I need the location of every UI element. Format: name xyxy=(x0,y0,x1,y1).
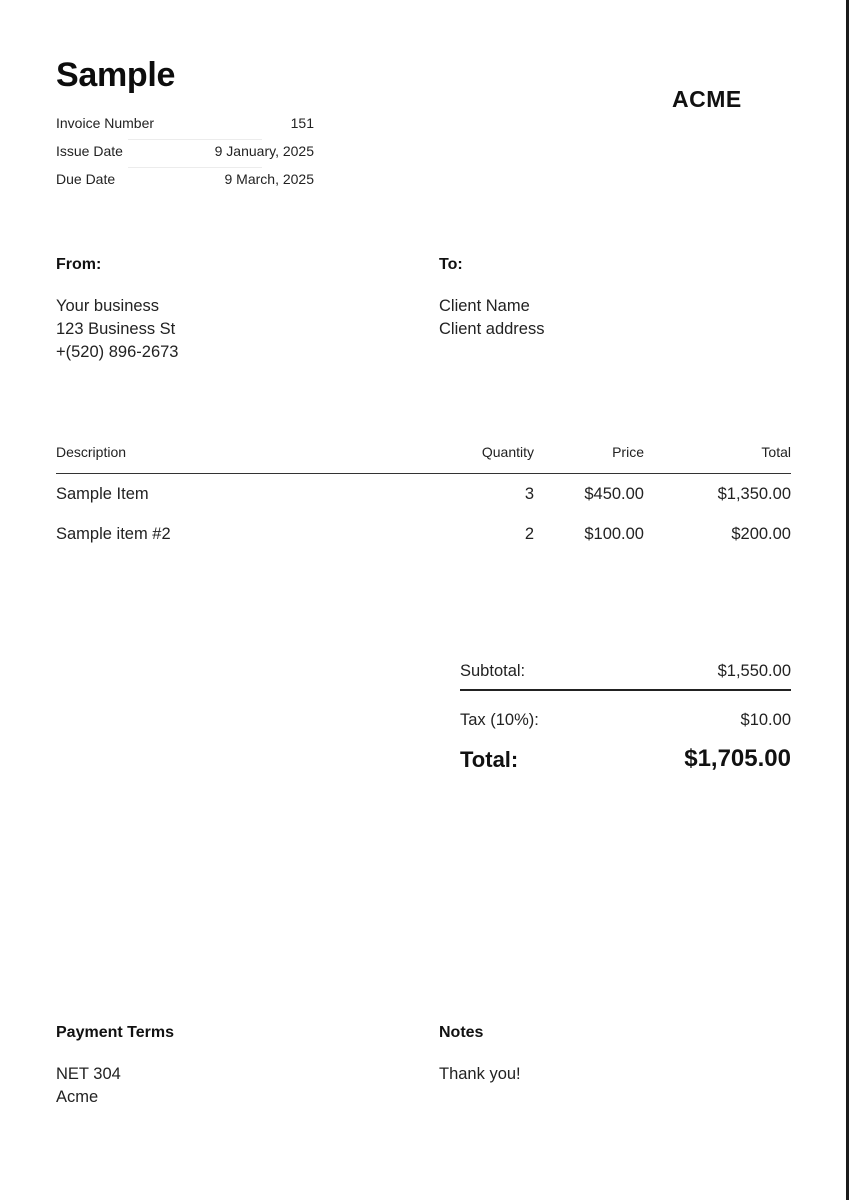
from-line: 123 Business St xyxy=(56,320,176,338)
table-row xyxy=(56,474,791,514)
header-total: Total xyxy=(761,444,791,460)
subtotal-row xyxy=(460,660,791,688)
meta-value: 9 March, 2025 xyxy=(224,171,314,187)
meta-value: 9 January, 2025 xyxy=(214,143,314,159)
payment-terms-line: Acme xyxy=(56,1088,99,1106)
meta-label: Due Date xyxy=(56,171,116,187)
from-line: Your business xyxy=(56,297,160,315)
notes-text xyxy=(439,1063,521,1086)
notes-heading: Notes xyxy=(439,1024,484,1041)
header-description: Description xyxy=(56,444,127,460)
grand-total-value: $1,705.00 xyxy=(684,744,791,772)
item-total: $200.00 xyxy=(731,525,791,543)
tax-value: $10.00 xyxy=(740,710,791,729)
to-address xyxy=(439,295,544,341)
header-price: Price xyxy=(612,444,644,460)
invoice-title: Sample xyxy=(56,56,176,94)
header-quantity: Quantity xyxy=(481,444,534,460)
to-heading: To: xyxy=(439,256,463,273)
payment-terms-heading: Payment Terms xyxy=(56,1024,174,1041)
item-price: $100.00 xyxy=(584,525,644,543)
totals-divider xyxy=(460,689,791,691)
company-logo: ACME xyxy=(672,86,742,112)
tax-row xyxy=(460,709,791,737)
item-description: Sample Item xyxy=(56,485,149,503)
subtotal-label: Subtotal: xyxy=(460,662,526,680)
item-total: $1,350.00 xyxy=(717,485,791,503)
from-line: +(520) 896-2673 xyxy=(56,343,179,361)
subtotal-value: $1,550.00 xyxy=(717,662,791,680)
table-header xyxy=(56,440,791,474)
invoice-meta xyxy=(56,112,314,196)
tax-label: Tax (10%): xyxy=(460,710,539,729)
item-quantity: 3 xyxy=(524,485,534,503)
meta-row-due-date xyxy=(56,168,314,196)
meta-row-invoice-number xyxy=(56,112,314,140)
item-description: Sample item #2 xyxy=(56,525,171,543)
table-row xyxy=(56,514,791,554)
grand-total-row xyxy=(460,745,791,785)
from-heading: From: xyxy=(56,256,102,273)
notes-line: Thank you! xyxy=(439,1065,521,1083)
meta-value: 151 xyxy=(290,115,314,131)
payment-terms-text xyxy=(56,1063,121,1109)
to-line: Client Name xyxy=(439,297,530,315)
meta-row-issue-date xyxy=(56,140,314,168)
item-quantity: 2 xyxy=(524,525,534,543)
meta-label: Invoice Number xyxy=(56,115,155,131)
to-line: Client address xyxy=(439,320,545,338)
meta-label: Issue Date xyxy=(56,143,123,159)
totals-summary xyxy=(460,660,791,785)
from-address xyxy=(56,295,178,364)
line-items-table xyxy=(56,440,791,554)
grand-total-label: Total: xyxy=(460,746,519,772)
payment-terms-line: NET 304 xyxy=(56,1065,121,1083)
item-price: $450.00 xyxy=(584,485,644,503)
